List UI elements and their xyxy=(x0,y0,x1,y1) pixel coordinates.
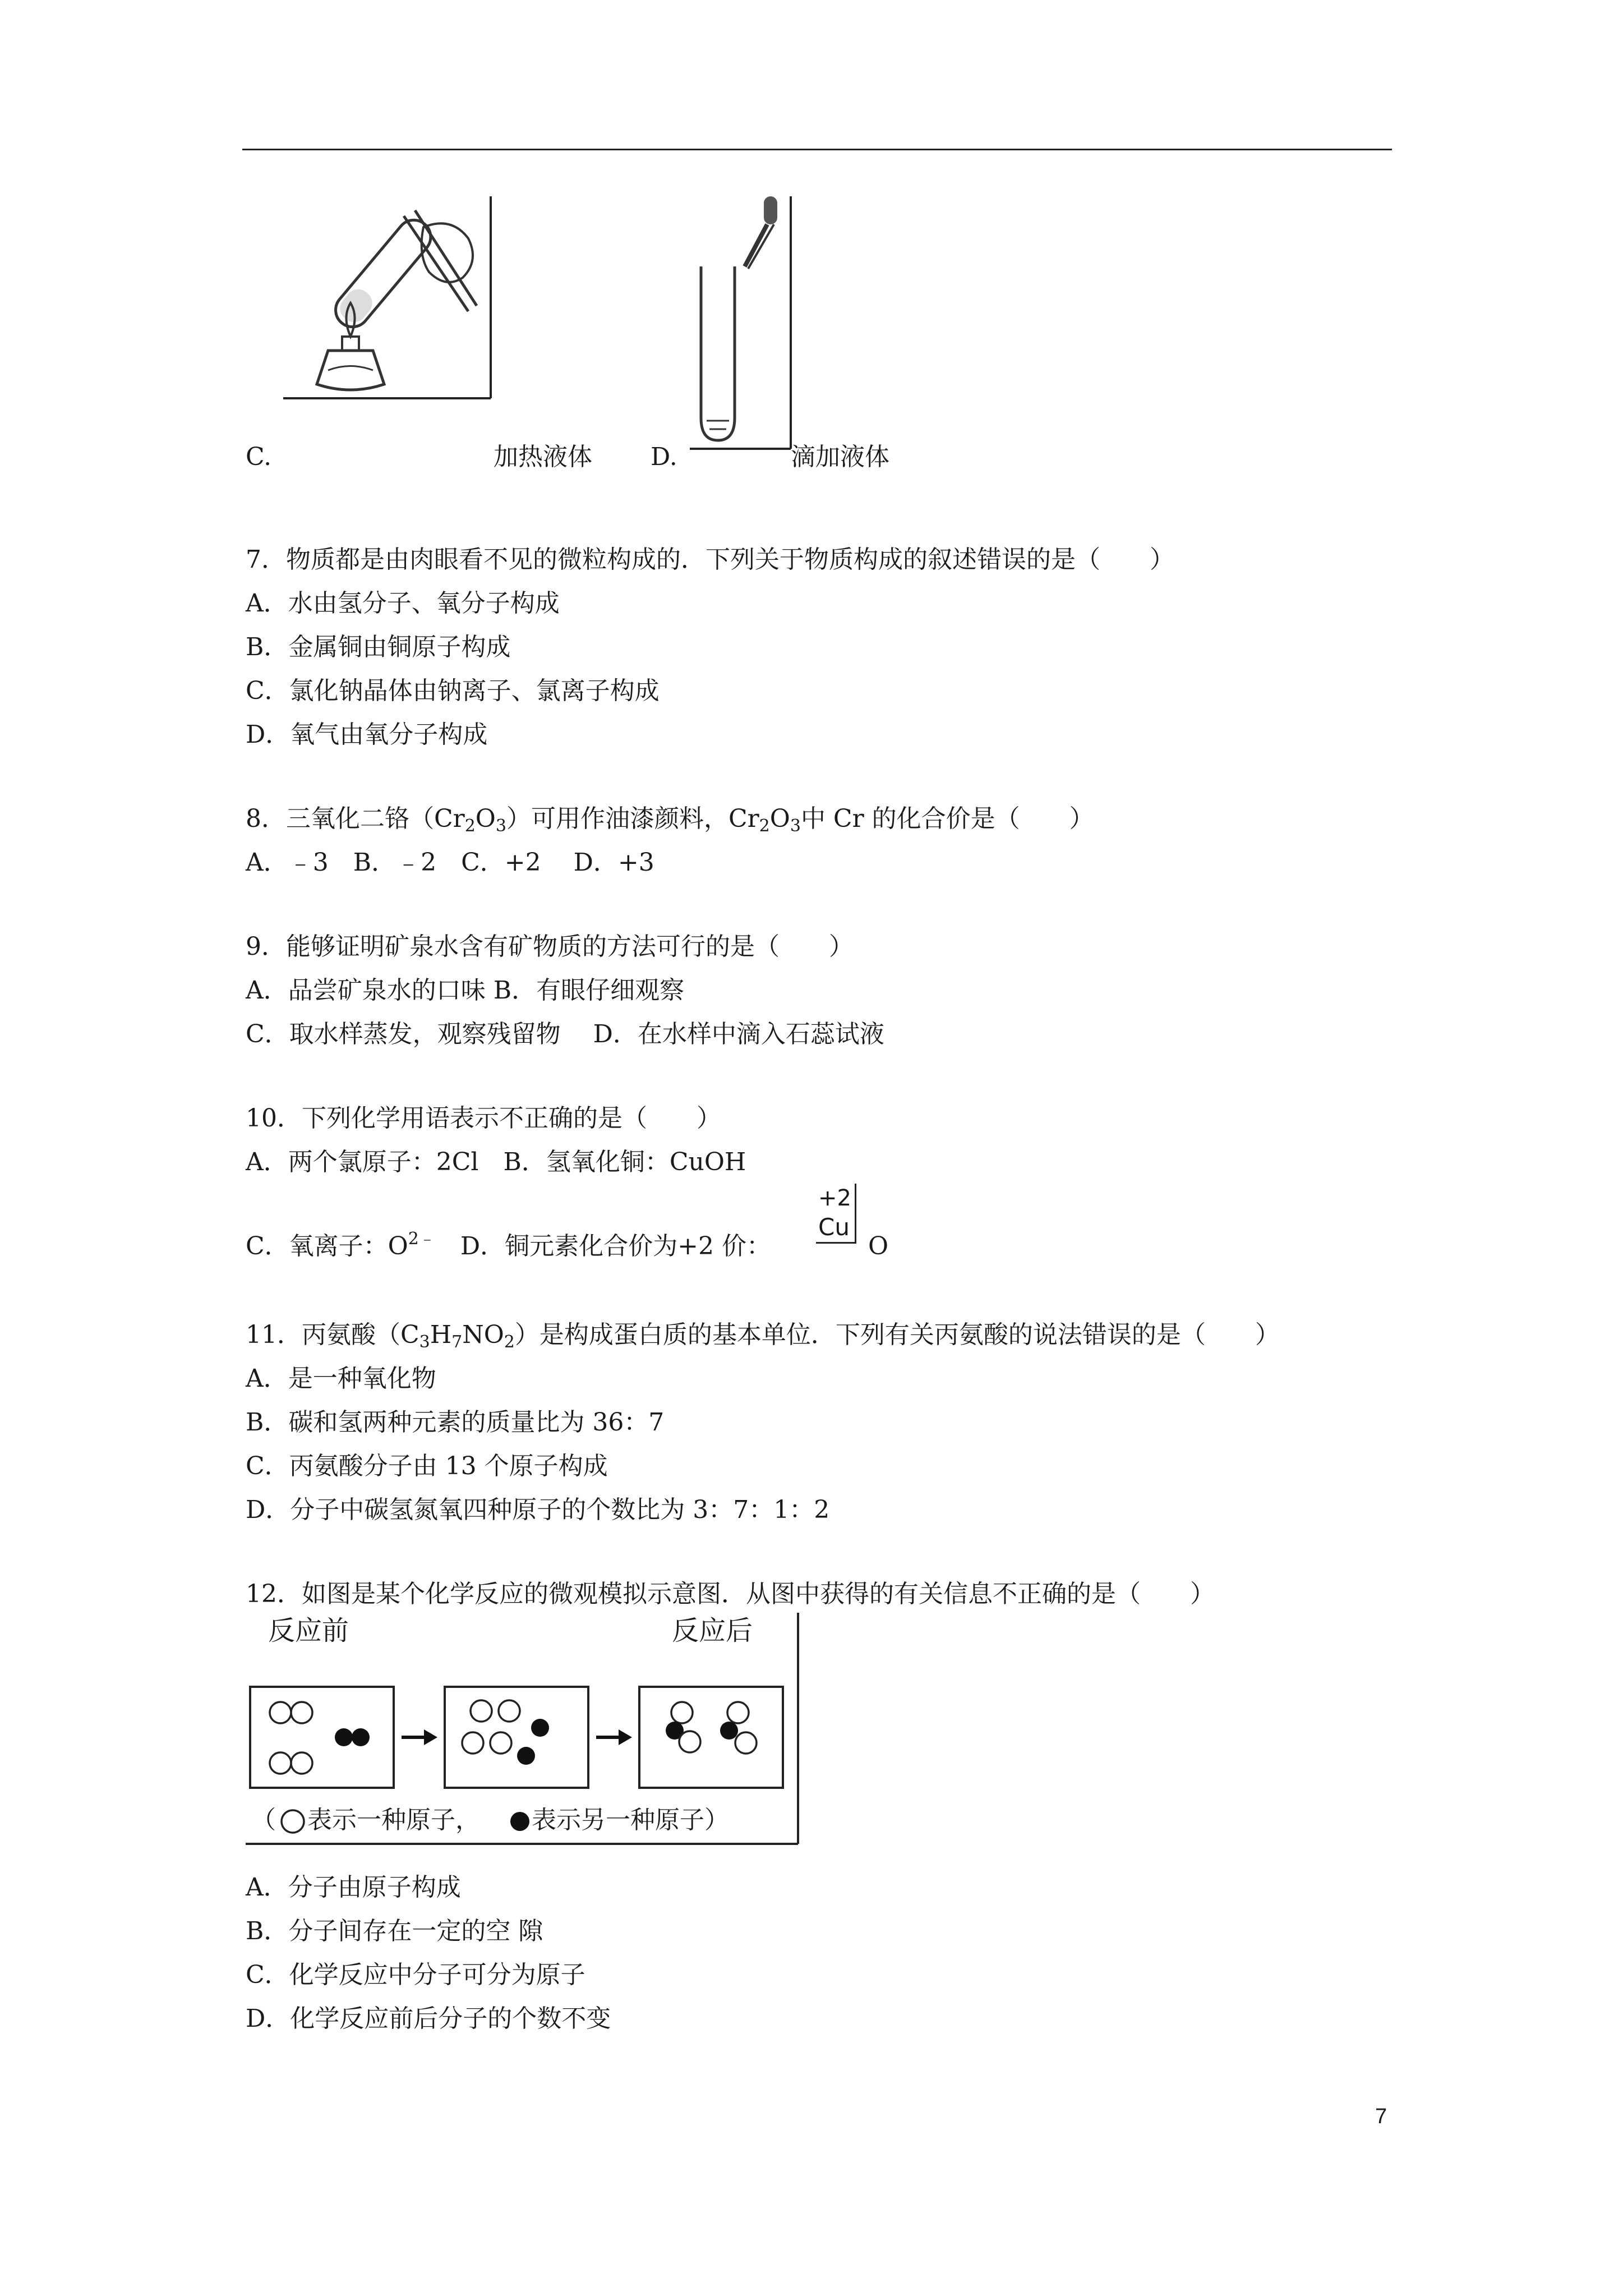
option-c-letter: C. xyxy=(246,443,272,471)
valence-top: +2 xyxy=(818,1185,851,1211)
q7-option-b: B．金属铜由铜原子构成 xyxy=(246,633,511,661)
q8-options: A．﹣3 B．﹣2 C．+2 D．+3 xyxy=(246,848,654,877)
before-label: 反应前 xyxy=(268,1615,349,1646)
legend-other-atom: 表示另一种原子） xyxy=(532,1806,729,1834)
page-number: 7 xyxy=(1375,2105,1387,2128)
q10-options-ab: A．两个氯原子：2Cl B．氢氧化铜：CuOH xyxy=(246,1148,746,1176)
legend-one-atom: 表示一种原子， xyxy=(307,1806,480,1834)
q7-option-a: A．水由氢分子、氧分子构成 xyxy=(246,589,560,618)
q12-option-b: B．分子间存在一定的空 隙 xyxy=(246,1917,543,1945)
valence-notation xyxy=(816,1184,856,1244)
legend-open: （ xyxy=(251,1806,276,1834)
q10-options-cd: C．氧离子：$O^{2﹣}$ D．铜元素化合价为+2 价： xyxy=(246,1229,771,1260)
valence-symbol: Cu xyxy=(818,1213,850,1241)
q9-stem: 9．能够证明矿泉水含有矿物质的方法可行的是（ ） xyxy=(246,932,854,961)
q11-option-a: A．是一种氧化物 xyxy=(246,1364,436,1393)
q11-option-b: B．碳和氢两种元素的质量比为 36：7 xyxy=(246,1408,665,1437)
q7-option-d: D．氧气由氧分子构成 xyxy=(246,720,488,749)
q11-stem: 11．丙氨酸$(C_3H_7NO_2)$是构成蛋白质的基本单位．下列有关丙氨酸的说法错误的是（ ） xyxy=(246,1320,1280,1352)
q9-options-ab: A．品尝矿泉水的口味 B．有眼仔细观察 xyxy=(246,976,685,1005)
valence-trailing: O xyxy=(868,1232,889,1260)
heating-liquid-figure xyxy=(283,194,508,401)
reaction-diagram xyxy=(246,1613,806,1848)
q12-option-d: D．化学反应前后分子的个数不变 xyxy=(246,2004,611,2033)
q12-stem: 12．如图是某个化学反应的微观模拟示意图．从图中获得的有关信息不正确的是（ ） xyxy=(246,1580,1215,1608)
q11-option-c: C．丙氨酸分子由 13 个原子构成 xyxy=(246,1452,608,1480)
q7-stem: 7．物质都是由肉眼看不见的微粒构成的．下列关于物质构成的叙述错误的是（ ） xyxy=(246,545,1174,574)
option-d-letter: D. xyxy=(651,443,677,471)
header-rule xyxy=(242,149,1392,150)
after-label: 反应后 xyxy=(672,1615,753,1646)
dropping-liquid-figure xyxy=(690,194,819,457)
q8-stem: 8．三氧化二铬$(Cr_2O_3)$可用作油漆颜料，$Cr_2O_3$中 Cr 的化合价是（ ） xyxy=(246,804,1094,836)
q9-options-cd: C．取水样蒸发，观察残留物 D．在水样中滴入石蕊试液 xyxy=(246,1020,884,1048)
q12-option-c: C．化学反应中分子可分为原子 xyxy=(246,1961,585,1989)
option-c-label: 加热液体 xyxy=(494,443,592,471)
q10-stem: 10．下列化学用语表示不正确的是（ ） xyxy=(246,1104,721,1133)
q12-option-a: A．分子由原子构成 xyxy=(246,1873,461,1902)
q11-option-d: D．分子中碳氢氮氧四种原子的个数比为 3：7：1：2 xyxy=(246,1496,830,1524)
q7-option-c: C．氯化钠晶体由钠离子、氯离子构成 xyxy=(246,677,660,705)
option-d-label: 滴加液体 xyxy=(791,443,889,471)
